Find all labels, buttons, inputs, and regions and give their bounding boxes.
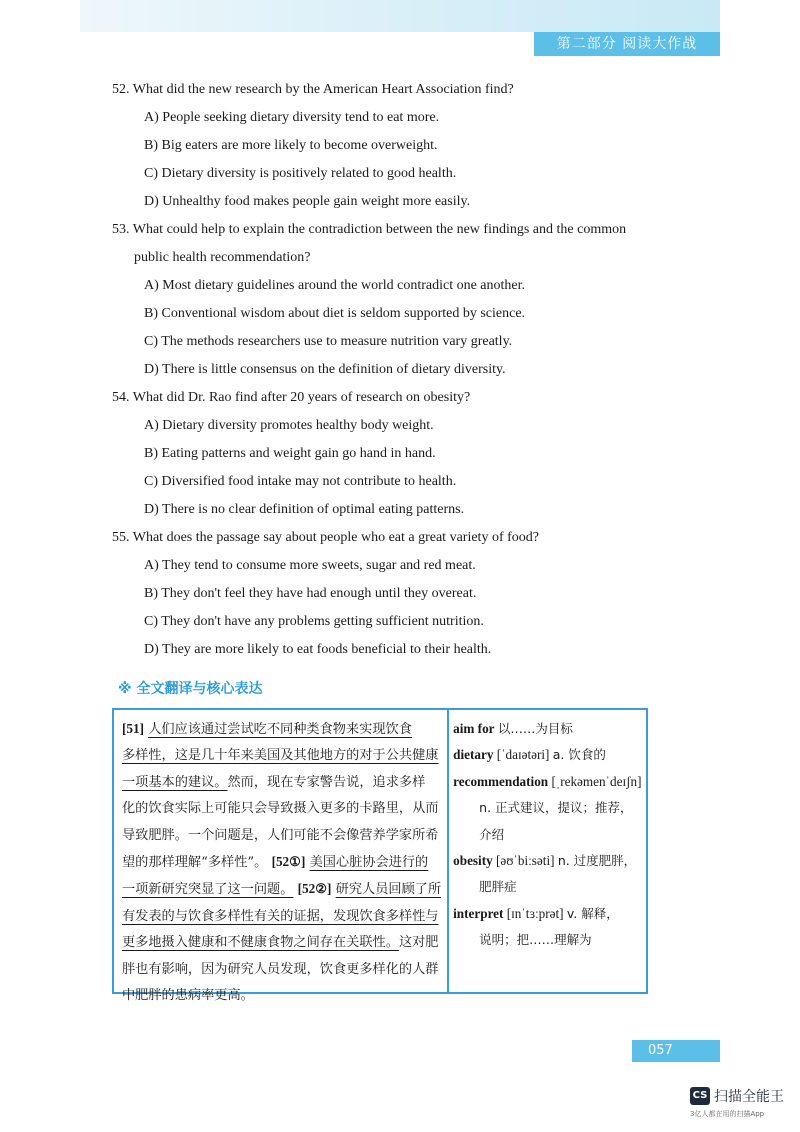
vocab-entry: obesity [əʊˈbiːsəti] n. 过度肥胖，: [453, 853, 637, 869]
question-number: 55.: [112, 530, 130, 545]
translation-heading: ※ 全文翻译与核心表达: [118, 681, 263, 697]
question-53: [112, 216, 672, 384]
watermark-slogan: 3亿人都在用的扫描App: [690, 1110, 765, 1118]
option-d: D) They are more likely to eat foods beneficial to their health.: [144, 642, 492, 657]
option-a: A) Dietary diversity promotes healthy body weight.: [144, 418, 434, 433]
question-tag: [51]: [122, 721, 144, 736]
option-d: D) There is little consensus on the definition of dietary diversity.: [144, 362, 506, 377]
vocab-entry: interpret [ɪnˈtɜːprət] v. 解释，: [453, 905, 619, 921]
page-number: 057: [632, 1040, 720, 1062]
vocab-entry: dietary [ˈdaɪətəri] a. 饮食的: [453, 747, 606, 763]
vocabulary-list: aim for 以……为目标 dietary [ˈdaɪətəri] a. 饮食的 recommendation [ˌrekəmenˈdeɪʃn] n. 正式建议，提议；推荐， 介绍 obesity [əʊˈbiːsəti] n. 过度肥胖， 肥胖症 interpret [ɪnˈtɜːprət] v. 解释， 说明；把……理解为: [449, 710, 647, 992]
question-text: What did the new research by the American Heart Association find?: [132, 82, 514, 97]
question-text: What did Dr. Rao find after 20 years of research on obesity?: [132, 390, 471, 405]
option-b: B) Eating patterns and weight gain go hand in hand.: [144, 446, 436, 461]
option-c: C) Dietary diversity is positively related to good health.: [144, 166, 457, 181]
question-55: [112, 524, 672, 664]
question-52: [112, 76, 672, 216]
option-d: D) There is no clear definition of optimal eating patterns.: [144, 502, 465, 517]
question-tag: [52①]: [271, 854, 306, 870]
option-a: A) They tend to consume more sweets, sugar and red meat.: [144, 558, 476, 573]
option-c: C) They don't have any problems getting sufficient nutrition.: [144, 614, 484, 629]
option-a: A) Most dietary guidelines around the world contradict one another.: [144, 278, 526, 293]
header-band: [80, 0, 720, 32]
option-a: A) People seeking dietary diversity tend to eat more.: [144, 110, 440, 125]
question-number: 53.: [112, 222, 130, 237]
option-b: B) They don't feel they have had enough until they overeat.: [144, 586, 477, 601]
question-tag: [52②]: [297, 881, 332, 897]
camscanner-logo-icon: CS: [690, 1087, 710, 1105]
question-text: What does the passage say about people who eat a great variety of food?: [132, 530, 539, 545]
option-c: C) Diversified food intake may not contribute to health.: [144, 474, 457, 489]
section-label: 第二部分 阅读大作战: [534, 32, 720, 56]
scanner-watermark: [690, 1086, 794, 1119]
option-d: D) Unhealthy food makes people gain weight more easily.: [144, 194, 471, 209]
question-list: [112, 76, 672, 664]
vocab-entry: recommendation [ˌrekəmenˈdeɪʃn]: [453, 773, 642, 789]
question-text-continued: public health recommendation?: [134, 250, 311, 265]
option-c: C) The methods researchers use to measure nutrition vary greatly.: [144, 334, 513, 349]
question-number: 54.: [112, 390, 130, 405]
question-54: [112, 384, 672, 524]
question-number: 52.: [112, 82, 130, 97]
watermark-name: 扫描全能王: [714, 1089, 784, 1105]
option-b: B) Conventional wisdom about diet is seldom supported by science.: [144, 306, 526, 321]
translation-text: [51] 人们应该通过尝试吃不同种类食物来实现饮食 多样性，这是几十年来美国及其他地方的对于公共健康 一项基本的建议。然而，现在专家警告说，追求多样 化的饮食实际上可能只会导致摄入更多的卡路里，从而 导致肥胖。一个问题是，人们可能不会像营养学家所希 望的那样理解“多样性”。 [52①] 美国心脏协会进行的 一项新研究突显了这一问题。 [52②] 研究人员回顾了所 有发表的与饮食多样性有关的证据，发现饮食多样性与 更多地摄入健康和不健康食物之间存在关联性。这对肥 胖也有影响，因为研究人员发现，饮食更多样化的人群 中肥胖的患病率更高。: [114, 710, 449, 992]
translation-box: [112, 708, 648, 1004]
vocab-entry: aim for 以……为目标: [453, 721, 573, 736]
question-text: What could help to explain the contradiction between the new findings and the common: [132, 222, 627, 237]
option-b: B) Big eaters are more likely to become overweight.: [144, 138, 438, 153]
